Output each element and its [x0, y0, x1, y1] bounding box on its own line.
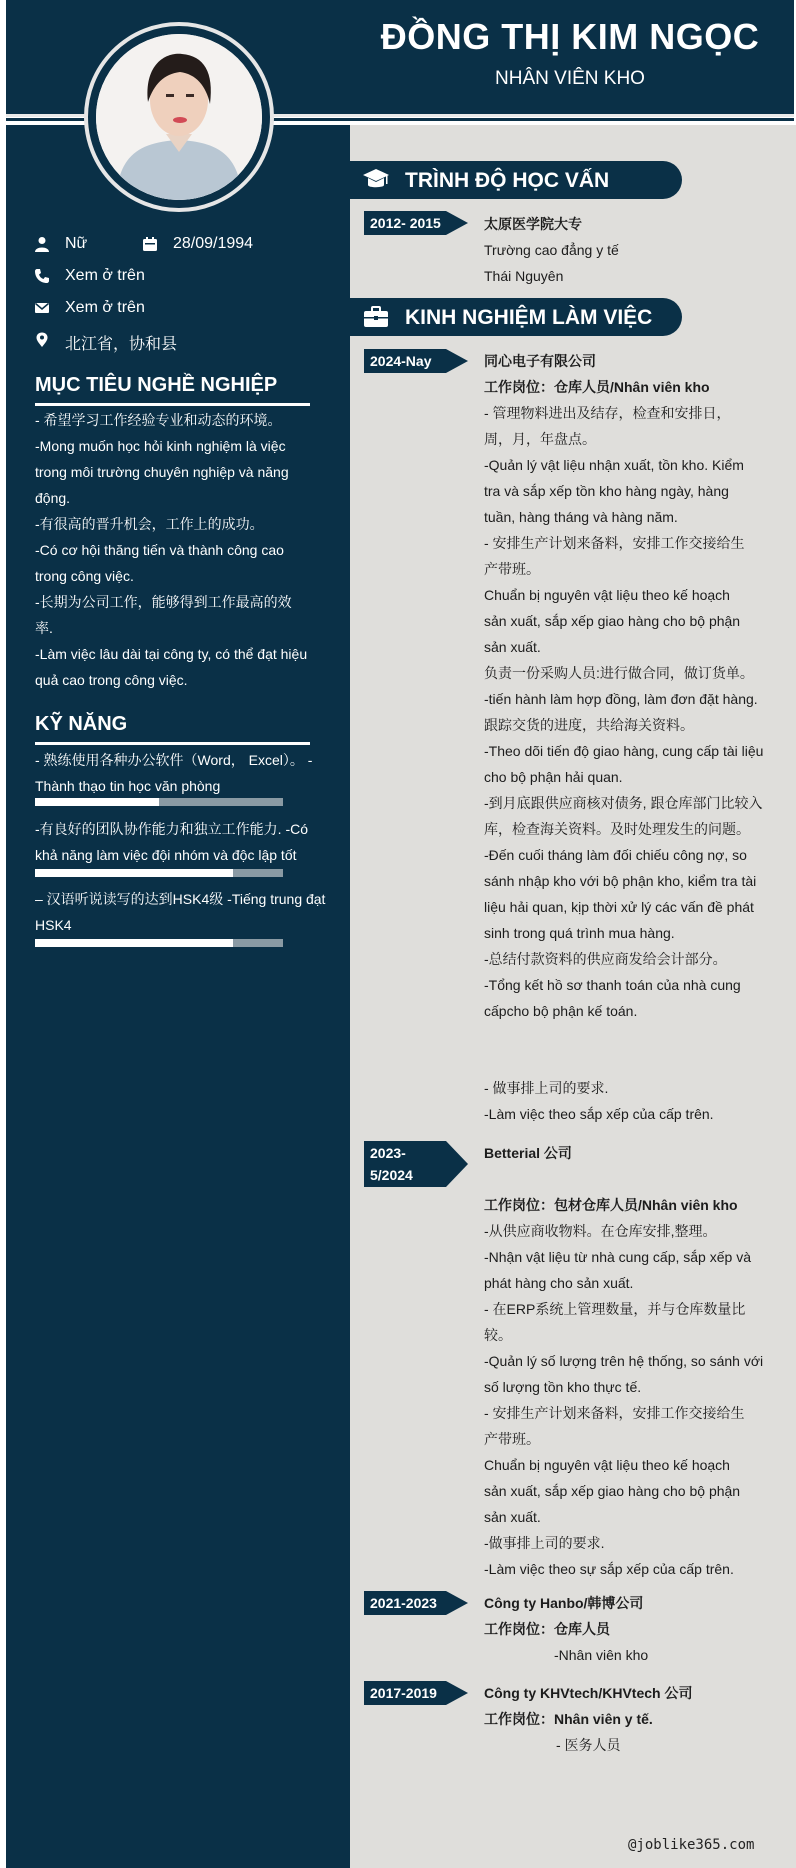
duty-line: 周，月，年盘点。	[484, 431, 596, 447]
duty-line: - 管理物料进出及结存，检查和安排日，	[484, 405, 731, 421]
skill-level-fill	[35, 939, 233, 947]
education-date-tag	[364, 211, 470, 235]
experience-date-tag	[364, 349, 470, 373]
graduation-cap-icon	[362, 167, 390, 193]
profile-photo-frame	[84, 22, 274, 212]
candidate-name: ĐỒNG THỊ KIM NGỌC	[380, 16, 760, 57]
skill-line: - 熟练使用各种办公软件（Word， Excel）。 -	[35, 752, 313, 768]
objective-line: -有很高的晋升机会，工作上的成功。	[35, 516, 264, 532]
education-line: Thái Nguyên	[484, 268, 564, 284]
experience-date: 2023-	[370, 1145, 406, 1161]
education-line: Trường cao đẳng y tế	[484, 242, 619, 258]
duty-line: sản xuất.	[484, 639, 541, 655]
skill-line: Thành thạo tin học văn phòng	[35, 778, 221, 794]
skill-item	[35, 886, 326, 938]
experience-date-tag	[364, 1591, 470, 1615]
phone-value: Xem ở trên	[65, 267, 145, 284]
duty-line: sản xuất, sắp xếp giao hàng cho bộ phận	[484, 613, 741, 629]
duty-line: liệu hải quan, kịp thời xử lý các vấn đề phát	[484, 899, 754, 915]
duty-line: -总结付款资料的供应商发给会计部分。	[484, 951, 727, 967]
duty-line: cho bộ phận hải quan.	[484, 769, 623, 785]
experience-date: 2017-2019	[370, 1685, 437, 1701]
duty-line: 库，检查海关资料。及时处理发生的问题。	[484, 821, 750, 837]
gender-value: Nữ	[65, 235, 88, 252]
experience-date-tag	[364, 1141, 470, 1187]
duty-line: - 医务人员	[556, 1737, 621, 1753]
duty-line: -tiến hành làm hợp đồng, làm đơn đặt hàng.	[484, 691, 758, 707]
skill-item	[35, 747, 313, 799]
objective-text	[35, 407, 310, 693]
duty-line: Chuẩn bị nguyên vật liệu theo kế hoạch	[484, 587, 730, 603]
experience-date: 2024-Nay	[370, 353, 432, 369]
duty-line: sinh trong quá trình mua hàng.	[484, 925, 675, 941]
position-title: 工作岗位：包材仓库人员/Nhân viên kho	[484, 1197, 738, 1213]
objective-line: trong môi trường chuyên nghiệp và năng	[35, 464, 289, 480]
birthdate-value: 28/09/1994	[173, 235, 254, 252]
duty-line: -Nhận vật liệu từ nhà cung cấp, sắp xếp và	[484, 1249, 751, 1265]
user-icon	[34, 236, 50, 252]
experience-date: 2021-2023	[370, 1595, 437, 1611]
duty-line: -Làm việc theo sự sắp xếp của cấp trên.	[484, 1561, 734, 1577]
education-date: 2012- 2015	[370, 215, 441, 231]
duty-line: sánh nhập kho với bộ phận kho, kiểm tra tài	[484, 873, 757, 889]
duty-line: -Quản lý vật liệu nhận xuất, tồn kho. Kiểm	[484, 457, 744, 473]
skill-line: -有良好的团队协作能力和独立工作能力. -Có	[35, 821, 308, 837]
duty-line: 跟踪交货的进度，共给海关资料。	[484, 717, 694, 733]
duty-line: số lượng tồn kho thực tế.	[484, 1379, 642, 1395]
skill-level-bar	[35, 798, 283, 806]
briefcase-icon	[362, 304, 390, 330]
duty-line: 产带班。	[484, 1431, 540, 1447]
objective-line: -Mong muốn học hỏi kinh nghiệm là việc	[35, 438, 286, 454]
objective-line: động.	[35, 490, 71, 506]
duty-line: - 安排生产计划来备料，安排工作交接给生	[484, 535, 745, 551]
company-name: Betterial 公司	[484, 1145, 572, 1161]
experience-entry	[484, 1590, 766, 1668]
experience-entry-tail	[484, 1075, 766, 1127]
skill-line: khả năng làm việc đội nhóm và độc lập tốt	[35, 847, 297, 863]
address-value: 北江省，协和县	[65, 336, 178, 353]
experience-entry	[484, 348, 766, 1024]
school-name: 太原医学院大专	[484, 216, 582, 232]
profile-photo	[96, 34, 262, 200]
duty-line: sản xuất, sắp xếp giao hàng cho bộ phận	[484, 1483, 741, 1499]
duty-line: -Nhân viên kho	[554, 1647, 649, 1663]
objective-line: - 希望学习工作经验专业和动态的环境。	[35, 412, 282, 428]
duty-line: 较。	[484, 1327, 512, 1343]
email-value: Xem ở trên	[65, 299, 145, 316]
education-entry	[484, 211, 766, 289]
education-section-header	[350, 161, 682, 199]
calendar-icon	[142, 236, 158, 252]
objective-rule	[35, 403, 310, 406]
experience-entry	[484, 1680, 766, 1758]
experience-date-tag	[364, 1681, 470, 1705]
duty-line: Chuẩn bị nguyên vật liệu theo kế hoạch	[484, 1457, 730, 1473]
objective-title: MỤC TIÊU NGHỀ NGHIỆP	[35, 374, 278, 396]
envelope-icon	[34, 300, 50, 316]
objective-line: -长期为公司工作，能够得到工作最高的效	[35, 594, 292, 610]
experience-section-header	[350, 298, 682, 336]
duty-line: -Làm việc theo sắp xếp của cấp trên.	[484, 1106, 714, 1122]
skill-level-fill	[35, 869, 233, 877]
objective-line: 率.	[35, 620, 53, 636]
duty-line: cấpcho bộ phận kế toán.	[484, 1003, 638, 1019]
duty-line: -Tổng kết hồ sơ thanh toán của nhà cung	[484, 977, 741, 993]
company-name: Công ty KHVtech/KHVtech 公司	[484, 1685, 693, 1701]
skill-level-fill	[35, 798, 159, 806]
duty-line: -Theo dõi tiến độ giao hàng, cung cấp tài liệu	[484, 743, 764, 759]
candidate-job-title: NHÂN VIÊN KHO	[495, 68, 645, 89]
skill-level-bar	[35, 869, 283, 877]
skills-title: KỸ NĂNG	[35, 713, 128, 735]
duty-line: 负责一份采购人员:进行做合同，做订货单。	[484, 665, 754, 681]
position-title: 工作岗位：Nhân viên y tế.	[484, 1711, 653, 1727]
duty-line: sản xuất.	[484, 1509, 541, 1525]
experience-entry	[484, 1140, 766, 1582]
duty-line: tuần, hàng tháng và hàng năm.	[484, 509, 678, 525]
skills-rule	[35, 742, 310, 745]
duty-line: -从供应商收物料。在仓库安排,整理。	[484, 1223, 717, 1239]
duty-line: -Đến cuối tháng làm đối chiếu công nợ, so	[484, 847, 747, 863]
objective-line: trong công việc.	[35, 568, 134, 584]
skill-line: – 汉语听说读写的达到HSK4级 -Tiếng trung đạt	[35, 891, 326, 907]
company-name: Công ty Hanbo/韩博公司	[484, 1595, 644, 1611]
position-title: 工作岗位：仓库人员/Nhân viên kho	[484, 379, 710, 395]
position-title: 工作岗位：仓库人员	[484, 1621, 610, 1637]
objective-line: -Làm việc lâu dài tại công ty, có thể đạt hiệu	[35, 646, 308, 662]
duty-line: -Quản lý số lượng trên hệ thống, so sánh với	[484, 1353, 764, 1369]
watermark-text: @joblike365.com	[628, 1837, 755, 1853]
company-name: 同心电子有限公司	[484, 353, 596, 369]
duty-line: - 在ERP系统上管理数量，并与仓库数量比	[484, 1301, 746, 1317]
duty-line: 产带班。	[484, 561, 540, 577]
experience-date-end: 5/2024	[370, 1167, 413, 1183]
experience-title: KINH NGHIỆM LÀM VIỆC	[405, 306, 653, 329]
location-pin-icon	[34, 332, 50, 348]
education-title: TRÌNH ĐỘ HỌC VẤN	[405, 169, 610, 192]
duty-line: phát hàng cho sản xuất.	[484, 1275, 634, 1291]
objective-line: -Có cơ hội thăng tiến và thành công cao	[35, 542, 284, 558]
duty-line: -做事排上司的要求.	[484, 1535, 605, 1551]
skill-item	[35, 816, 310, 868]
duty-line: -到月底跟供应商核对债务, 跟仓库部门比较入	[484, 795, 763, 811]
objective-line: quả cao trong công việc.	[35, 672, 188, 688]
duty-line: tra và sắp xếp tồn kho hàng ngày, hàng	[484, 483, 729, 499]
phone-icon	[34, 268, 50, 284]
duty-line: - 安排生产计划来备料，安排工作交接给生	[484, 1405, 745, 1421]
skill-level-bar	[35, 939, 283, 947]
spacer	[484, 1166, 766, 1192]
duty-line: - 做事排上司的要求.	[484, 1080, 609, 1096]
skill-line: HSK4	[35, 917, 72, 933]
